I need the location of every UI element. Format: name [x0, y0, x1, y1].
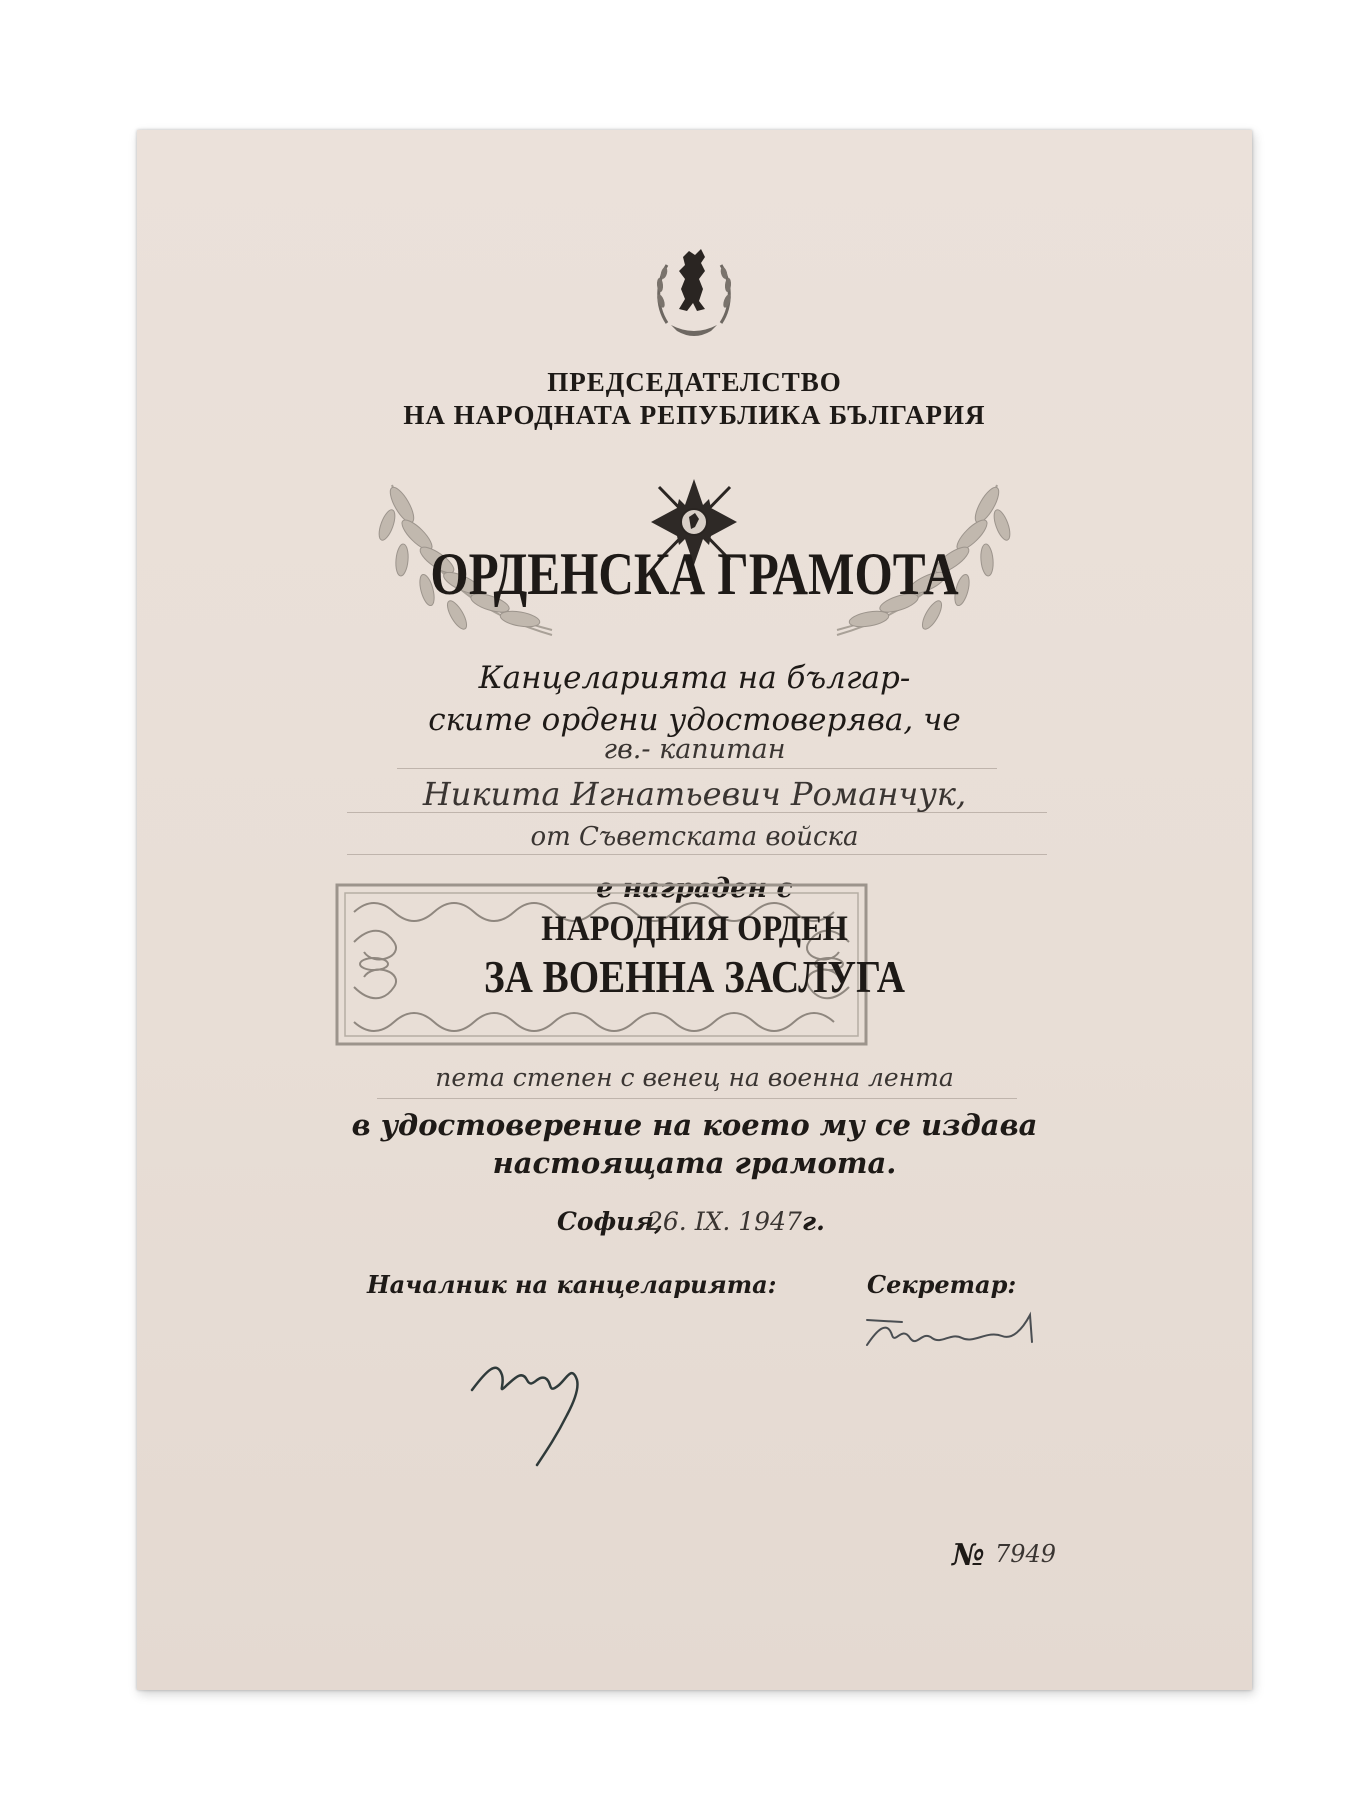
number-value: 7949: [995, 1540, 1057, 1568]
certificate-paper: [137, 130, 1252, 1690]
order-name-line-1: НАРОДНИЯ ОРДЕН: [541, 908, 848, 948]
chief-label: Началник на канцеларията:: [367, 1270, 777, 1299]
chief-signature: [467, 1340, 607, 1470]
intro-line-2: ските ордени удостоверява, че: [428, 702, 961, 738]
date-place: София,: [557, 1207, 663, 1236]
certificate-title: ОРДЕНСКА ГРАМОТА: [430, 541, 959, 607]
date-value: 26. IX. 1947: [647, 1207, 802, 1236]
awarded-text: е награден с: [596, 873, 793, 904]
number-prefix: №: [952, 1538, 985, 1573]
secretary-signature: [862, 1300, 1042, 1360]
issuer-line-1: ПРЕДСЕДАТЕЛСТВО: [547, 367, 842, 397]
recipient-rank: гв.- капитан: [603, 734, 786, 765]
intro-line-1: Канцеларията на българ-: [478, 660, 911, 696]
secretary-label: Секретар:: [867, 1270, 1017, 1299]
closing-line-1: в удостоверение на което му се издава: [351, 1108, 1038, 1142]
order-name-line-2: ЗА ВОЕННА ЗАСЛУГА: [484, 951, 905, 1002]
fill-line: [347, 854, 1047, 855]
fill-line: [397, 768, 997, 769]
date-suffix: г.: [802, 1207, 825, 1236]
recipient-name: Никита Игнатьевич Романчук,: [422, 775, 967, 813]
issuer-line-2: НА НАРОДНАТА РЕПУБЛИКА БЪЛГАРИЯ: [403, 400, 986, 430]
order-degree: пета степен с венец на военна лента: [435, 1063, 954, 1092]
recipient-unit: от Съветската войска: [530, 822, 859, 852]
fill-line: [377, 1098, 1017, 1099]
closing-line-2: настоящата грамота.: [492, 1146, 897, 1180]
lion-wreath-icon: [649, 245, 739, 345]
